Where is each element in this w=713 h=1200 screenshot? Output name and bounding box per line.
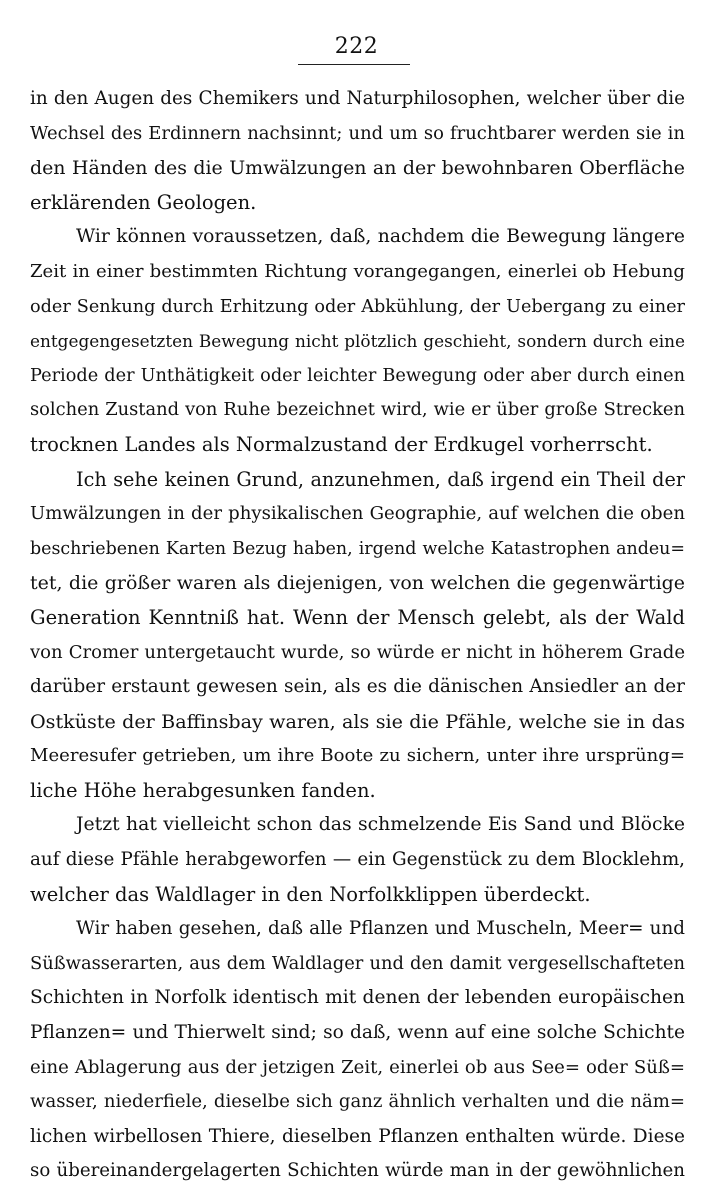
- text-line: Meeresufer getrieben, um ihre Boote zu sichern, unter ihre ursprüng=: [30, 745, 685, 767]
- text-line: den Händen des die Umwälzungen an der bewohnbaren Oberfläche: [30, 157, 685, 180]
- text-line: Wechsel des Erdinnern nachsinnt; und um so fruchtbarer werden sie in: [30, 122, 685, 144]
- text-line: darüber erstaunt gewesen sein, als es die dänischen Ansiedler an der: [30, 676, 685, 698]
- text-line: Ostküste der Baffinsbay waren, als sie die Pfähle, welche sie in das: [30, 709, 685, 733]
- text-line: wasser, niederfiele, dieselbe sich ganz ähnlich verhalten und die näm=: [30, 1091, 685, 1113]
- page-number: 222: [334, 34, 379, 59]
- text-line: Pflanzen= und Thierwelt sind; so daß, wenn auf eine solche Schichte: [30, 1022, 685, 1044]
- text-line: Zeit in einer bestimmten Richtung vorangegangen, einerlei ob Hebung: [30, 260, 685, 282]
- text-line: eine Ablagerung aus der jetzigen Zeit, einerlei ob aus See= oder Süß=: [30, 1056, 685, 1078]
- text-line: oder Senkung durch Erhitzung oder Abkühlung, der Uebergang zu einer: [30, 296, 685, 317]
- text-line: entgegengesetzten Bewegung nicht plötzlich geschieht, sondern durch eine: [30, 331, 685, 352]
- text-line: Ich sehe keinen Grund, anzunehmen, daß irgend ein Theil der: [76, 467, 685, 491]
- text-line: Generation Kenntniß hat. Wenn der Mensch gelebt, als der Wald: [30, 605, 685, 629]
- text-line: beschriebenen Karten Bezug haben, irgend welche Katastrophen andeu=: [30, 538, 685, 559]
- text-line: so übereinandergelagerten Schichten würde man in der gewöhnlichen: [30, 1160, 685, 1182]
- text-line: erklärenden Geologen.: [30, 190, 257, 214]
- body-text: [30, 82, 685, 1189]
- text-line: in den Augen des Chemikers und Naturphilosophen, welcher über die: [30, 88, 685, 109]
- text-line: tet, die größer waren als diejenigen, von welchen die gegenwärtige: [30, 572, 685, 595]
- text-line: trocknen Landes als Normalzustand der Erdkugel vorherrscht.: [30, 432, 653, 456]
- text-line: Süßwasserarten, aus dem Waldlager und den damit vergesellschafteten: [30, 952, 685, 974]
- text-line: solchen Zustand von Ruhe bezeichnet wird, wie er über große Strecken: [30, 399, 685, 421]
- header-rule: [298, 64, 410, 65]
- text-line: Wir haben gesehen, daß alle Pflanzen und Muscheln, Meer= und: [76, 918, 685, 940]
- text-line: liche Höhe herabgesunken fanden.: [30, 778, 376, 802]
- text-line: auf diese Pfähle herabgeworfen — ein Gegenstück zu dem Blocklehm,: [30, 849, 685, 871]
- text-line: welcher das Waldlager in den Norfolkklippen überdeckt.: [30, 882, 591, 906]
- text-line: Umwälzungen in der physikalischen Geographie, auf welchen die oben: [30, 503, 685, 525]
- text-line: Wir können voraussetzen, daß, nachdem die Bewegung längere: [76, 226, 685, 248]
- text-line: lichen wirbellosen Thiere, dieselben Pflanzen enthalten würde. Diese: [30, 1125, 685, 1147]
- text-line: von Cromer untergetaucht wurde, so würde er nicht in höherem Grade: [30, 641, 685, 663]
- text-line: Schichten in Norfolk identisch mit denen der lebenden europäischen: [30, 987, 685, 1009]
- text-line: Periode der Unthätigkeit oder leichter Bewegung oder aber durch einen: [30, 365, 685, 386]
- text-line: Jetzt hat vielleicht schon das schmelzende Eis Sand und Blöcke: [76, 814, 685, 836]
